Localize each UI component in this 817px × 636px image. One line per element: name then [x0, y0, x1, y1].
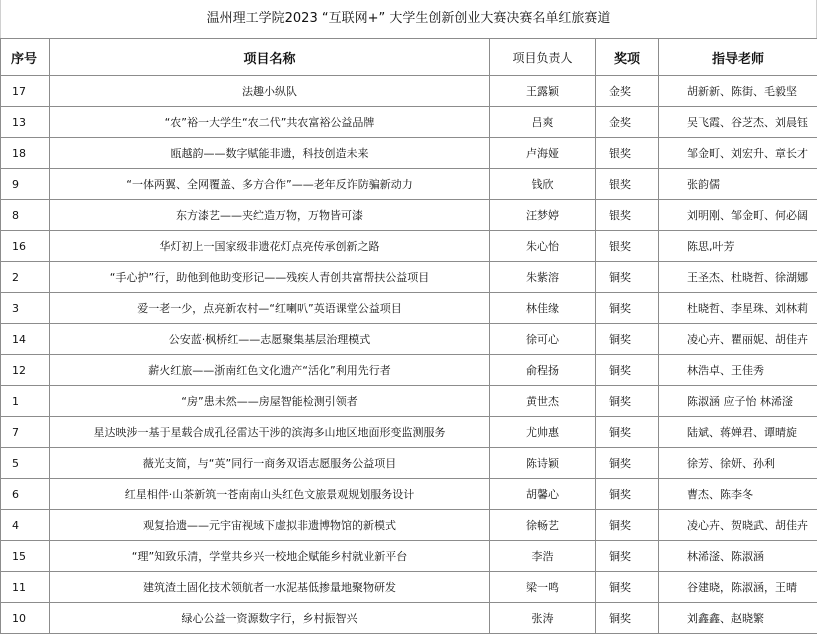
cell-advisor: 刘鑫鑫、赵晓繁	[659, 603, 817, 634]
cell-no: 13	[1, 107, 50, 138]
cell-no: 9	[1, 169, 50, 200]
cell-project: 公安蓝·枫桥红——志愿聚集基层治理模式	[50, 324, 490, 355]
header-award: 奖项	[596, 39, 659, 76]
cell-leader: 吕爽	[490, 107, 596, 138]
cell-advisor: 杜晓哲、李星珠、刘林莉	[659, 293, 817, 324]
cell-no: 7	[1, 417, 50, 448]
cell-no: 17	[1, 76, 50, 107]
cell-project: 东方漆艺——夹纻造万物，万物皆可漆	[50, 200, 490, 231]
table-row	[1, 541, 817, 572]
cell-advisor: 陆斌、蒋婵君、谭晴旋	[659, 417, 817, 448]
cell-award: 银奖	[596, 169, 659, 200]
table-row	[1, 417, 817, 448]
cell-leader: 王露颖	[490, 76, 596, 107]
table-row	[1, 138, 817, 169]
cell-leader: 徐可心	[490, 324, 596, 355]
cell-award: 银奖	[596, 231, 659, 262]
cell-project: 建筑渣土固化技术领航者一水泥基低掺量地聚物研发	[50, 572, 490, 603]
cell-advisor: 曹杰、陈李冬	[659, 479, 817, 510]
cell-award: 铜奖	[596, 417, 659, 448]
table-body	[1, 76, 817, 634]
cell-no: 10	[1, 603, 50, 634]
cell-no: 2	[1, 262, 50, 293]
cell-leader: 林佳缘	[490, 293, 596, 324]
cell-award: 铜奖	[596, 293, 659, 324]
cell-no: 8	[1, 200, 50, 231]
cell-advisor: 胡新新、陈街、毛毅坚	[659, 76, 817, 107]
table-row	[1, 107, 817, 138]
table-row	[1, 324, 817, 355]
table-row	[1, 603, 817, 634]
cell-award: 铜奖	[596, 262, 659, 293]
cell-no: 1	[1, 386, 50, 417]
cell-no: 5	[1, 448, 50, 479]
cell-award: 金奖	[596, 107, 659, 138]
cell-award: 铜奖	[596, 448, 659, 479]
cell-advisor: 张韵儒	[659, 169, 817, 200]
cell-advisor: 林浩卓、王佳秀	[659, 355, 817, 386]
cell-project: “房”患未然——房屋智能检测引领者	[50, 386, 490, 417]
cell-leader: 徐畅艺	[490, 510, 596, 541]
header-no: 序号	[1, 39, 50, 76]
cell-project: 瓯越韵——数字赋能非遗，科技创造未来	[50, 138, 490, 169]
cell-no: 16	[1, 231, 50, 262]
cell-no: 14	[1, 324, 50, 355]
cell-award: 铜奖	[596, 603, 659, 634]
table-row	[1, 231, 817, 262]
award-table	[0, 38, 817, 634]
cell-advisor: 谷建晓，陈淑涵，王晴	[659, 572, 817, 603]
cell-award: 铜奖	[596, 572, 659, 603]
cell-project: 绿心公益一资源数字行，乡村振智兴	[50, 603, 490, 634]
table-row	[1, 76, 817, 107]
cell-advisor: 林浠滏、陈淑涵	[659, 541, 817, 572]
header-leader: 项目负责人	[490, 39, 596, 76]
cell-award: 铜奖	[596, 479, 659, 510]
cell-advisor: 徐芳、徐妍、孙利	[659, 448, 817, 479]
cell-project: “理”知致乐清，学堂共乡兴一校地企赋能乡村就业新平台	[50, 541, 490, 572]
cell-project: “一体两翼、全网覆盖、多方合作”——老年反诈防骗新动力	[50, 169, 490, 200]
cell-award: 银奖	[596, 138, 659, 169]
cell-leader: 黄世杰	[490, 386, 596, 417]
cell-advisor: 凌心卉、贺晓武、胡佳卉	[659, 510, 817, 541]
cell-project: 星达映涉一基于星载合成孔径雷达干涉的滨海多山地区地面形变监测服务	[50, 417, 490, 448]
cell-leader: 陈诗颖	[490, 448, 596, 479]
cell-advisor: 王圣杰、杜晓哲、徐湖娜	[659, 262, 817, 293]
cell-no: 18	[1, 138, 50, 169]
cell-no: 4	[1, 510, 50, 541]
table-row	[1, 293, 817, 324]
cell-award: 铜奖	[596, 386, 659, 417]
cell-no: 15	[1, 541, 50, 572]
cell-no: 3	[1, 293, 50, 324]
cell-advisor: 陈思,叶芳	[659, 231, 817, 262]
cell-advisor: 吴飞霞、谷芝杰、刘晨钰	[659, 107, 817, 138]
cell-leader: 钱欣	[490, 169, 596, 200]
cell-leader: 张涛	[490, 603, 596, 634]
cell-leader: 梁一鸣	[490, 572, 596, 603]
cell-award: 银奖	[596, 200, 659, 231]
cell-project: 薪火红旅——浙南红色文化遗产“活化”利用先行者	[50, 355, 490, 386]
cell-no: 6	[1, 479, 50, 510]
cell-advisor: 陈淑涵 应子怡 林浠滏	[659, 386, 817, 417]
cell-leader: 卢海娅	[490, 138, 596, 169]
cell-leader: 胡馨心	[490, 479, 596, 510]
cell-project: 观复拾遗——元宇宙视域下虚拟非遗博物馆的新模式	[50, 510, 490, 541]
table-row	[1, 479, 817, 510]
cell-no: 11	[1, 572, 50, 603]
header-advisor: 指导老师	[659, 39, 817, 76]
cell-advisor: 刘明刚、邹金町、何必阔	[659, 200, 817, 231]
header-project: 项目名称	[50, 39, 490, 76]
cell-advisor: 凌心卉、瞿丽妮、胡佳卉	[659, 324, 817, 355]
header-row	[1, 39, 817, 76]
cell-project: 薇光支简，与“英”同行一商务双语志愿服务公益项目	[50, 448, 490, 479]
cell-leader: 尤帅惠	[490, 417, 596, 448]
cell-leader: 朱心怡	[490, 231, 596, 262]
cell-award: 金奖	[596, 76, 659, 107]
cell-project: 法趣小纵队	[50, 76, 490, 107]
table-header	[1, 39, 817, 76]
cell-leader: 朱紫溶	[490, 262, 596, 293]
table-row	[1, 572, 817, 603]
cell-project: “农”裕一大学生“农二代”共农富裕公益品牌	[50, 107, 490, 138]
sheet-title: 温州理工学院2023 “互联网+” 大学生创新创业大赛决赛名单红旅赛道	[0, 0, 817, 38]
cell-leader: 汪梦婷	[490, 200, 596, 231]
cell-award: 铜奖	[596, 541, 659, 572]
cell-no: 12	[1, 355, 50, 386]
cell-leader: 俞程扬	[490, 355, 596, 386]
cell-project: 红星相伴·山茶新筑一苍南南山头红色文旅景观规划服务设计	[50, 479, 490, 510]
table-row	[1, 200, 817, 231]
cell-project: “手心护”行，助他到他助变形记——残疾人青创共富帮扶公益项目	[50, 262, 490, 293]
cell-award: 铜奖	[596, 355, 659, 386]
table-row	[1, 262, 817, 293]
table-row	[1, 510, 817, 541]
cell-award: 铜奖	[596, 510, 659, 541]
table-row	[1, 386, 817, 417]
table-row	[1, 355, 817, 386]
cell-leader: 李浩	[490, 541, 596, 572]
cell-award: 铜奖	[596, 324, 659, 355]
cell-advisor: 邹金町、刘宏升、章长才	[659, 138, 817, 169]
table-row	[1, 169, 817, 200]
cell-project: 爱一老一少，点亮新农村—“红喇叭”英语课堂公益项目	[50, 293, 490, 324]
table-row	[1, 448, 817, 479]
cell-project: 华灯初上一国家级非遗花灯点亮传承创新之路	[50, 231, 490, 262]
